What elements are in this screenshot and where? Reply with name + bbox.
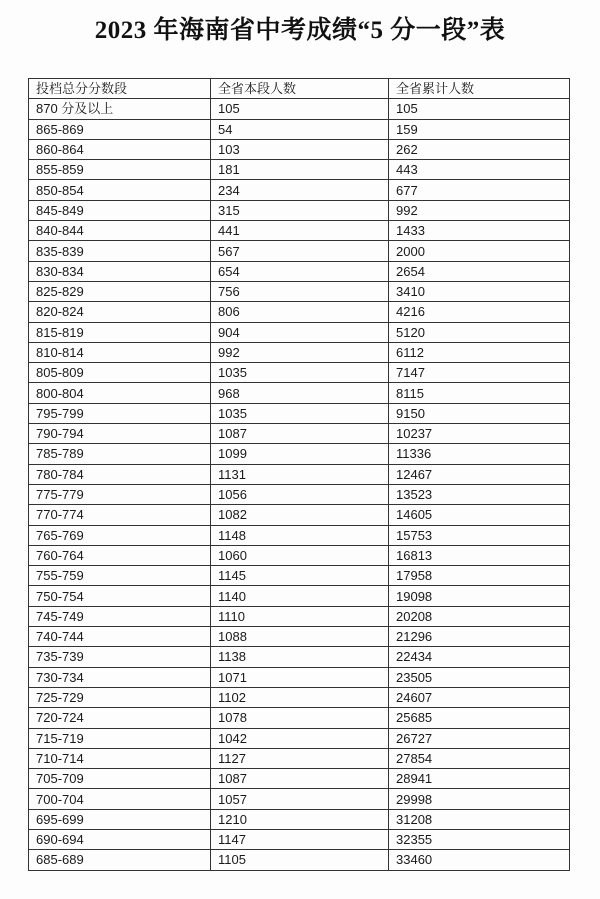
segment-count-cell: 806: [211, 302, 389, 322]
table-row: [29, 200, 570, 220]
cumulative-count-cell: 9150: [389, 403, 570, 423]
cumulative-count-cell: 19098: [389, 586, 570, 606]
segment-count-cell: 1088: [211, 627, 389, 647]
score-range-cell: 770-774: [29, 505, 211, 525]
table-row: [29, 545, 570, 565]
table-row: [29, 850, 570, 870]
table-row: [29, 139, 570, 159]
table-row: [29, 708, 570, 728]
segment-count-cell: 1056: [211, 484, 389, 504]
cumulative-count-cell: 21296: [389, 627, 570, 647]
score-range-cell: 845-849: [29, 200, 211, 220]
cumulative-count-cell: 4216: [389, 302, 570, 322]
segment-count-cell: 1148: [211, 525, 389, 545]
score-range-cell: 740-744: [29, 627, 211, 647]
score-range-cell: 720-724: [29, 708, 211, 728]
segment-count-cell: 1078: [211, 708, 389, 728]
score-range-cell: 715-719: [29, 728, 211, 748]
table-row: [29, 424, 570, 444]
score-range-cell: 805-809: [29, 363, 211, 383]
table-row: [29, 627, 570, 647]
cumulative-count-cell: 31208: [389, 809, 570, 829]
segment-count-cell: 1035: [211, 403, 389, 423]
header-score-range: 投档总分分数段: [29, 79, 211, 99]
score-range-cell: 865-869: [29, 119, 211, 139]
table-row: [29, 363, 570, 383]
table-row: [29, 789, 570, 809]
segment-count-cell: 1099: [211, 444, 389, 464]
score-range-cell: 830-834: [29, 261, 211, 281]
segment-count-cell: 1145: [211, 566, 389, 586]
segment-count-cell: 1057: [211, 789, 389, 809]
score-range-cell: 730-734: [29, 667, 211, 687]
table-row: [29, 606, 570, 626]
table-row: [29, 484, 570, 504]
score-range-cell: 750-754: [29, 586, 211, 606]
cumulative-count-cell: 12467: [389, 464, 570, 484]
segment-count-cell: 654: [211, 261, 389, 281]
cumulative-count-cell: 677: [389, 180, 570, 200]
table-row: [29, 281, 570, 301]
cumulative-count-cell: 10237: [389, 424, 570, 444]
segment-count-cell: 441: [211, 221, 389, 241]
segment-count-cell: 1110: [211, 606, 389, 626]
cumulative-count-cell: 25685: [389, 708, 570, 728]
score-range-cell: 765-769: [29, 525, 211, 545]
page-title: 2023 年海南省中考成绩“5 分一段”表: [94, 17, 506, 44]
cumulative-count-cell: 2654: [389, 261, 570, 281]
score-range-cell: 860-864: [29, 139, 211, 159]
score-range-cell: 785-789: [29, 444, 211, 464]
score-range-cell: 690-694: [29, 829, 211, 849]
segment-count-cell: 1138: [211, 647, 389, 667]
score-range-cell: 840-844: [29, 221, 211, 241]
score-range-cell: 800-804: [29, 383, 211, 403]
header-segment-count: 全省本段人数: [211, 79, 389, 99]
table-row: [29, 566, 570, 586]
cumulative-count-cell: 17958: [389, 566, 570, 586]
score-range-cell: 760-764: [29, 545, 211, 565]
table-row: [29, 302, 570, 322]
table-row: [29, 119, 570, 139]
cumulative-count-cell: 105: [389, 99, 570, 119]
score-range-cell: 725-729: [29, 687, 211, 707]
score-range-cell: 855-859: [29, 160, 211, 180]
table-row: [29, 748, 570, 768]
cumulative-count-cell: 14605: [389, 505, 570, 525]
segment-count-cell: 1147: [211, 829, 389, 849]
segment-count-cell: 1102: [211, 687, 389, 707]
table-row: [29, 444, 570, 464]
segment-count-cell: 567: [211, 241, 389, 261]
segment-count-cell: 1087: [211, 424, 389, 444]
table-row: [29, 403, 570, 423]
segment-count-cell: 1105: [211, 850, 389, 870]
table-row: [29, 586, 570, 606]
score-range-cell: 745-749: [29, 606, 211, 626]
table-row: [29, 160, 570, 180]
segment-count-cell: 103: [211, 139, 389, 159]
score-range-cell: 820-824: [29, 302, 211, 322]
table-row: [29, 525, 570, 545]
score-range-cell: 755-759: [29, 566, 211, 586]
table-row: [29, 647, 570, 667]
score-range-cell: 700-704: [29, 789, 211, 809]
segment-count-cell: 1060: [211, 545, 389, 565]
table-row: [29, 241, 570, 261]
table-row: [29, 221, 570, 241]
score-range-cell: 810-814: [29, 342, 211, 362]
table-row: [29, 769, 570, 789]
score-range-cell: 835-839: [29, 241, 211, 261]
score-range-cell: 815-819: [29, 322, 211, 342]
table-header-row: [29, 79, 570, 99]
score-range-cell: 685-689: [29, 850, 211, 870]
cumulative-count-cell: 29998: [389, 789, 570, 809]
header-cumulative-count: 全省累计人数: [389, 79, 570, 99]
score-range-cell: 695-699: [29, 809, 211, 829]
segment-count-cell: 1127: [211, 748, 389, 768]
cumulative-count-cell: 262: [389, 139, 570, 159]
segment-count-cell: 105: [211, 99, 389, 119]
score-range-cell: 705-709: [29, 769, 211, 789]
table-row: [29, 829, 570, 849]
segment-count-cell: 1131: [211, 464, 389, 484]
cumulative-count-cell: 13523: [389, 484, 570, 504]
score-range-cell: 790-794: [29, 424, 211, 444]
cumulative-count-cell: 2000: [389, 241, 570, 261]
segment-count-cell: 1035: [211, 363, 389, 383]
table-row: [29, 464, 570, 484]
segment-count-cell: 234: [211, 180, 389, 200]
segment-count-cell: 1082: [211, 505, 389, 525]
cumulative-count-cell: 23505: [389, 667, 570, 687]
score-range-cell: 775-779: [29, 484, 211, 504]
cumulative-count-cell: 26727: [389, 728, 570, 748]
segment-count-cell: 54: [211, 119, 389, 139]
cumulative-count-cell: 1433: [389, 221, 570, 241]
segment-count-cell: 315: [211, 200, 389, 220]
cumulative-count-cell: 443: [389, 160, 570, 180]
segment-count-cell: 1071: [211, 667, 389, 687]
cumulative-count-cell: 32355: [389, 829, 570, 849]
cumulative-count-cell: 11336: [389, 444, 570, 464]
table-row: [29, 728, 570, 748]
cumulative-count-cell: 7147: [389, 363, 570, 383]
cumulative-count-cell: 8115: [389, 383, 570, 403]
segment-count-cell: 756: [211, 281, 389, 301]
table-row: [29, 383, 570, 403]
cumulative-count-cell: 28941: [389, 769, 570, 789]
table-row: [29, 809, 570, 829]
cumulative-count-cell: 27854: [389, 748, 570, 768]
segment-count-cell: 992: [211, 342, 389, 362]
segment-count-cell: 968: [211, 383, 389, 403]
segment-count-cell: 1087: [211, 769, 389, 789]
cumulative-count-cell: 33460: [389, 850, 570, 870]
score-range-cell: 870 分及以上: [29, 99, 211, 119]
cumulative-count-cell: 16813: [389, 545, 570, 565]
table-row: [29, 261, 570, 281]
score-range-cell: 735-739: [29, 647, 211, 667]
cumulative-count-cell: 3410: [389, 281, 570, 301]
cumulative-count-cell: 22434: [389, 647, 570, 667]
segment-count-cell: 1210: [211, 809, 389, 829]
cumulative-count-cell: 24607: [389, 687, 570, 707]
cumulative-count-cell: 5120: [389, 322, 570, 342]
score-range-cell: 795-799: [29, 403, 211, 423]
table-body: [29, 99, 570, 870]
cumulative-count-cell: 6112: [389, 342, 570, 362]
segment-count-cell: 1042: [211, 728, 389, 748]
segment-count-cell: 1140: [211, 586, 389, 606]
table-row: [29, 667, 570, 687]
table-row: [29, 505, 570, 525]
table-row: [29, 342, 570, 362]
score-range-cell: 825-829: [29, 281, 211, 301]
cumulative-count-cell: 159: [389, 119, 570, 139]
score-range-cell: 780-784: [29, 464, 211, 484]
segment-count-cell: 181: [211, 160, 389, 180]
cumulative-count-cell: 20208: [389, 606, 570, 626]
cumulative-count-cell: 992: [389, 200, 570, 220]
segment-count-cell: 904: [211, 322, 389, 342]
table-row: [29, 99, 570, 119]
score-range-cell: 850-854: [29, 180, 211, 200]
table-row: [29, 322, 570, 342]
table-row: [29, 687, 570, 707]
score-table: [28, 78, 570, 871]
cumulative-count-cell: 15753: [389, 525, 570, 545]
table-row: [29, 180, 570, 200]
score-range-cell: 710-714: [29, 748, 211, 768]
